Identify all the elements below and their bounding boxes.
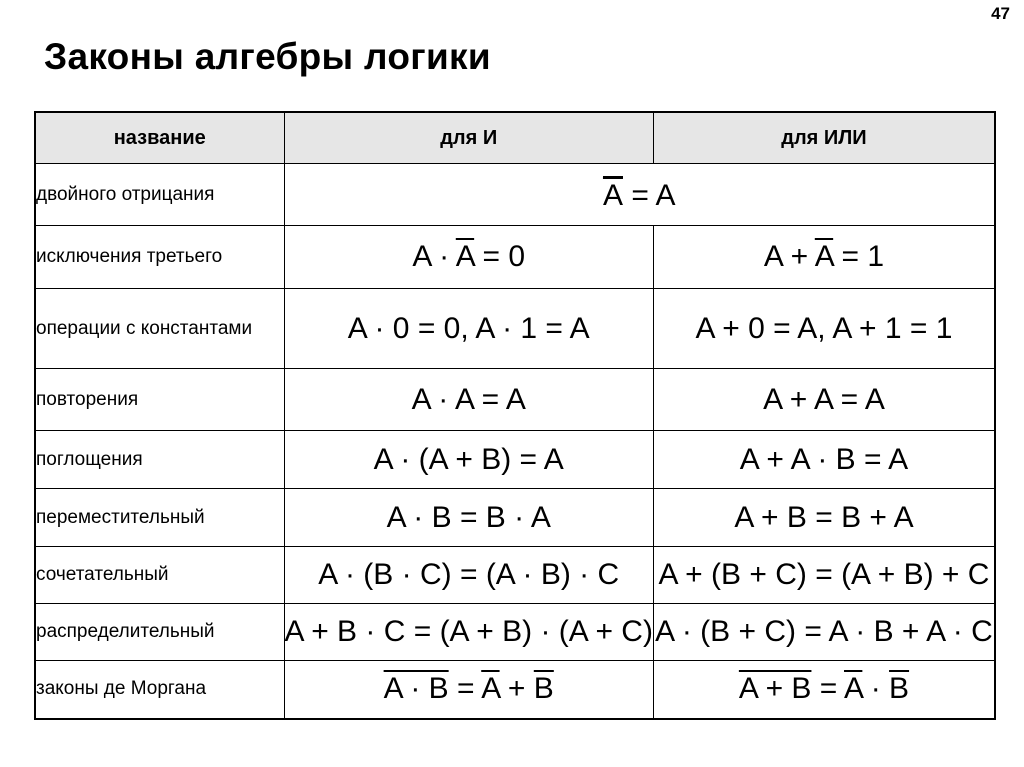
table-row [35,661,995,719]
formula-or: A + B = B + A [653,489,995,547]
double-bar: $\overline{A}$ [603,176,623,211]
formula-and: $A \cdot \overline{A} = 0$ [284,226,653,289]
formula-demorgan-or: $A + B = \overline{A} \cdot \overline{B}$ [653,661,995,719]
header-name: название [35,112,284,164]
logic-laws-table [34,111,996,720]
table-row [35,369,995,431]
formula-rhs: = A [631,179,676,212]
formula-or: A + 0 = A, A + 1 = 1 [653,289,995,369]
law-name: двойного отрицания [35,164,284,226]
page-title: Законы алгебры логики [44,36,491,77]
header-or: для ИЛИ [653,112,995,164]
table-header-row [35,112,995,164]
header-and: для И [284,112,653,164]
formula-and: A · (A + B) = A [284,431,653,489]
formula-or: A · (B + C) = A · B + A · C [653,604,995,661]
page-number: 47 [991,4,1010,23]
table-row [35,604,995,661]
formula-or: $A + \overline{A} = 1$ [653,226,995,289]
formula-and: A · A = A [284,369,653,431]
law-name: поглощения [35,431,284,489]
formula-or: A + A · B = A [653,431,995,489]
formula-or: A + A = A [653,369,995,431]
table-row [35,489,995,547]
law-name: исключения третьего [35,226,284,289]
table-row [35,547,995,604]
formula-and: A · 0 = 0, A · 1 = A [284,289,653,369]
formula-demorgan-and: $A \cdot B = \overline{A} + \overline{B}$ [284,661,653,719]
table-row [35,289,995,369]
table-row [35,431,995,489]
table-row [35,226,995,289]
formula-and: A + B · C = (A + B) · (A + C) [284,604,653,661]
law-name: операции с константами [35,289,284,369]
formula-and: A · B = B · A [284,489,653,547]
formula-or: A + (B + C) = (A + B) + C [653,547,995,604]
formula-double-negation [284,164,995,226]
law-name: переместительный [35,489,284,547]
law-name: повторения [35,369,284,431]
law-name: сочетательный [35,547,284,604]
law-name: законы де Моргана [35,661,284,719]
formula-and: A · (B · C) = (A · B) · C [284,547,653,604]
table-row [35,164,995,226]
law-name: распределительный [35,604,284,661]
